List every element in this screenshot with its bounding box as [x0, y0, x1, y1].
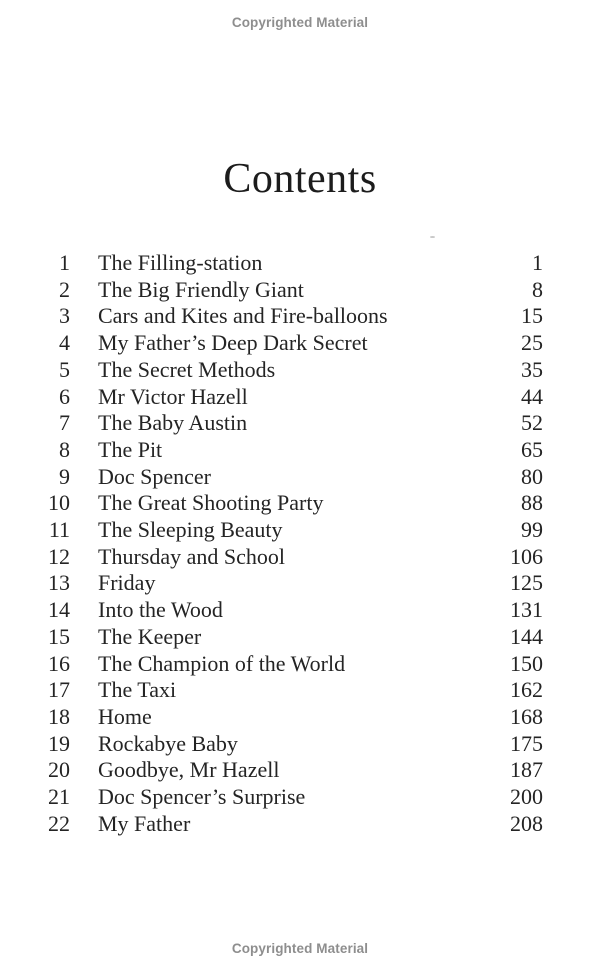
chapter-number: 9 — [59, 463, 70, 489]
chapter-number: 1 — [59, 250, 70, 275]
chapter-number: 4 — [59, 330, 70, 356]
chapter-title: Doc Spencer — [98, 463, 212, 489]
chapter-title: Thursday and School — [98, 543, 285, 569]
chapter-number: 2 — [59, 276, 70, 302]
toc-row — [40, 544, 543, 571]
toc-row — [40, 277, 543, 304]
chapter-title: Mr Victor Hazell — [98, 383, 248, 409]
chapter-title: The Pit — [98, 436, 163, 462]
chapter-page-number: 8 — [532, 276, 543, 302]
chapter-page-number: 15 — [521, 303, 543, 329]
chapter-number: 5 — [59, 356, 70, 382]
toc-row — [40, 517, 543, 544]
chapter-title: My Father’s Deep Dark Secret — [98, 330, 368, 356]
toc-row — [40, 330, 543, 357]
chapter-title: The Keeper — [98, 623, 202, 649]
toc-row — [40, 597, 543, 624]
copyright-bottom-label: Copyrighted Material — [231, 941, 369, 956]
toc-row — [40, 757, 543, 784]
toc-row — [40, 464, 543, 491]
chapter-page-number: 25 — [521, 330, 543, 356]
chapter-page-number: 131 — [510, 597, 543, 623]
chapter-page-number: 162 — [510, 677, 543, 703]
chapter-page-number: 88 — [521, 490, 543, 516]
chapter-page-number: 200 — [510, 784, 543, 810]
chapter-title: The Taxi — [98, 677, 177, 703]
toc-row — [40, 731, 543, 758]
toc-row — [40, 410, 543, 437]
chapter-page-number: 168 — [510, 703, 543, 729]
toc-row — [40, 250, 543, 277]
chapter-page-number: 150 — [510, 650, 543, 676]
chapter-title: Goodbye, Mr Hazell — [98, 757, 280, 783]
chapter-number: 20 — [48, 757, 70, 783]
chapter-title: The Big Friendly Giant — [98, 276, 304, 302]
chapter-title: Rockabye Baby — [98, 730, 238, 756]
chapter-page-number: 65 — [521, 436, 543, 462]
chapter-title: Friday — [98, 570, 156, 596]
chapter-number: 13 — [48, 570, 70, 596]
chapter-title: Home — [98, 703, 152, 729]
toc-row — [40, 784, 543, 811]
chapter-page-number: 175 — [510, 730, 543, 756]
toc-row — [40, 384, 543, 411]
toc-list — [40, 250, 543, 837]
toc-row — [40, 570, 543, 597]
toc-row — [40, 357, 543, 384]
chapter-title: My Father — [98, 810, 191, 836]
chapter-title: The Champion of the World — [98, 650, 346, 676]
toc-row — [40, 811, 543, 838]
chapter-page-number: 125 — [510, 570, 543, 596]
chapter-number: 8 — [59, 436, 70, 462]
chapter-title: Cars and Kites and Fire-balloons — [98, 303, 388, 329]
chapter-page-number: 80 — [521, 463, 543, 489]
toc-row — [40, 303, 543, 330]
chapter-number: 18 — [48, 703, 70, 729]
chapter-number: 16 — [48, 650, 70, 676]
chapter-number: 21 — [48, 784, 70, 810]
chapter-number: 7 — [59, 410, 70, 436]
chapter-number: 3 — [59, 303, 70, 329]
chapter-number: 22 — [48, 810, 70, 836]
chapter-number: 12 — [48, 543, 70, 569]
chapter-page-number: 187 — [510, 757, 543, 783]
chapter-page-number: 144 — [510, 623, 543, 649]
toc-row — [40, 704, 543, 731]
chapter-title: The Sleeping Beauty — [98, 517, 283, 543]
chapter-page-number: 1 — [532, 250, 543, 275]
chapter-page-number: 106 — [510, 543, 543, 569]
chapter-page-number: 44 — [521, 383, 543, 409]
chapter-title: Into the Wood — [98, 597, 223, 623]
chapter-page-number: 99 — [521, 517, 543, 543]
chapter-number: 10 — [48, 490, 70, 516]
toc-row — [40, 490, 543, 517]
chapter-title: The Great Shooting Party — [98, 490, 324, 516]
copyright-top-label: Copyrighted Material — [231, 15, 369, 30]
chapter-title: The Baby Austin — [98, 410, 248, 436]
chapter-page-number: 208 — [510, 810, 543, 836]
scan-speck — [430, 236, 435, 238]
toc-row — [40, 651, 543, 678]
toc-row — [40, 624, 543, 651]
chapter-number: 17 — [48, 677, 70, 703]
chapter-page-number: 35 — [521, 356, 543, 382]
contents-title: Contents — [223, 156, 377, 203]
chapter-title: Doc Spencer’s Surprise — [98, 784, 306, 810]
toc-row — [40, 677, 543, 704]
chapter-number: 19 — [48, 730, 70, 756]
chapter-title: The Filling-station — [98, 250, 263, 275]
toc-row — [40, 437, 543, 464]
chapter-title: The Secret Methods — [98, 356, 276, 382]
chapter-number: 14 — [48, 597, 70, 623]
chapter-page-number: 52 — [521, 410, 543, 436]
chapter-number: 6 — [59, 383, 70, 409]
chapter-number: 11 — [48, 517, 70, 543]
chapter-number: 15 — [48, 623, 70, 649]
